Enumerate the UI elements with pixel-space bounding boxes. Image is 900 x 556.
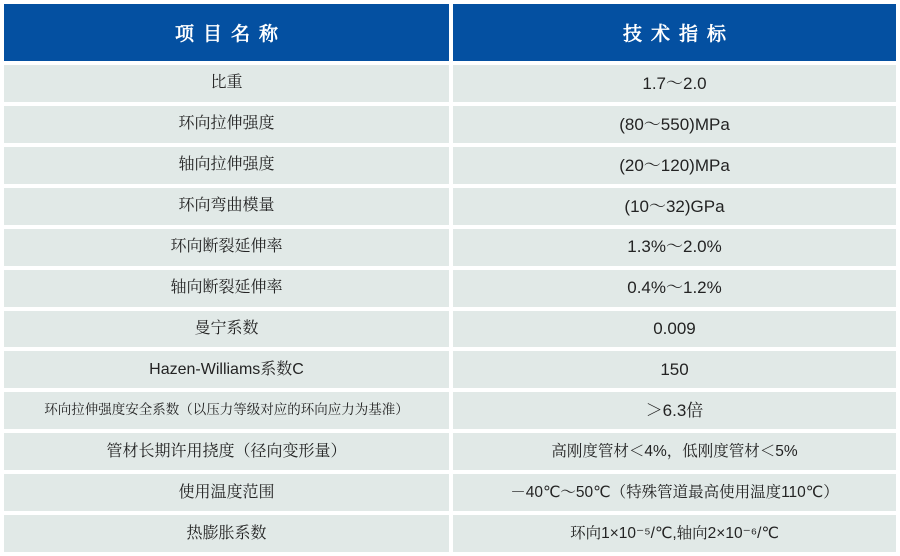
row-label-cell: 环向断裂延伸率: [4, 229, 449, 266]
row-value-cell: 0.4%～1.2%: [453, 270, 896, 307]
row-value-cell: (80～550)MPa: [453, 106, 896, 143]
column-header-item-name: 项目名称: [4, 4, 449, 61]
row-value-cell: 环向1×10⁻⁵/℃,轴向2×10⁻⁶/℃: [453, 515, 896, 552]
row-label-cell: 管材长期许用挠度（径向变形量）: [4, 433, 449, 470]
row-label-cell: 环向拉伸强度: [4, 106, 449, 143]
row-value-cell: ＞6.3倍: [453, 392, 896, 429]
row-value-cell: (20～120)MPa: [453, 147, 896, 184]
row-value-cell: 高刚度管材＜4%，低刚度管材＜5%: [453, 433, 896, 470]
row-label-cell: 使用温度范围: [4, 474, 449, 511]
row-label-cell: Hazen-Williams系数C: [4, 351, 449, 388]
row-value-cell: 150: [453, 351, 896, 388]
row-label-cell: 环向弯曲模量: [4, 188, 449, 225]
row-value-cell: 1.3%～2.0%: [453, 229, 896, 266]
column-header-tech-spec: 技术指标: [453, 4, 896, 61]
row-value-cell: (10～32)GPa: [453, 188, 896, 225]
row-label-cell: 比重: [4, 65, 449, 102]
row-value-cell: －40℃～50℃（特殊管道最高使用温度110℃）: [453, 474, 896, 511]
row-value-cell: 0.009: [453, 311, 896, 348]
row-label-cell: 轴向断裂延伸率: [4, 270, 449, 307]
row-label-cell: 环向拉伸强度安全系数（以压力等级对应的环向应力为基准）: [4, 392, 449, 429]
row-value-cell: 1.7～2.0: [453, 65, 896, 102]
row-label-cell: 轴向拉伸强度: [4, 147, 449, 184]
row-label-cell: 热膨胀系数: [4, 515, 449, 552]
row-label-cell: 曼宁系数: [4, 311, 449, 348]
technical-spec-table: [4, 4, 896, 552]
